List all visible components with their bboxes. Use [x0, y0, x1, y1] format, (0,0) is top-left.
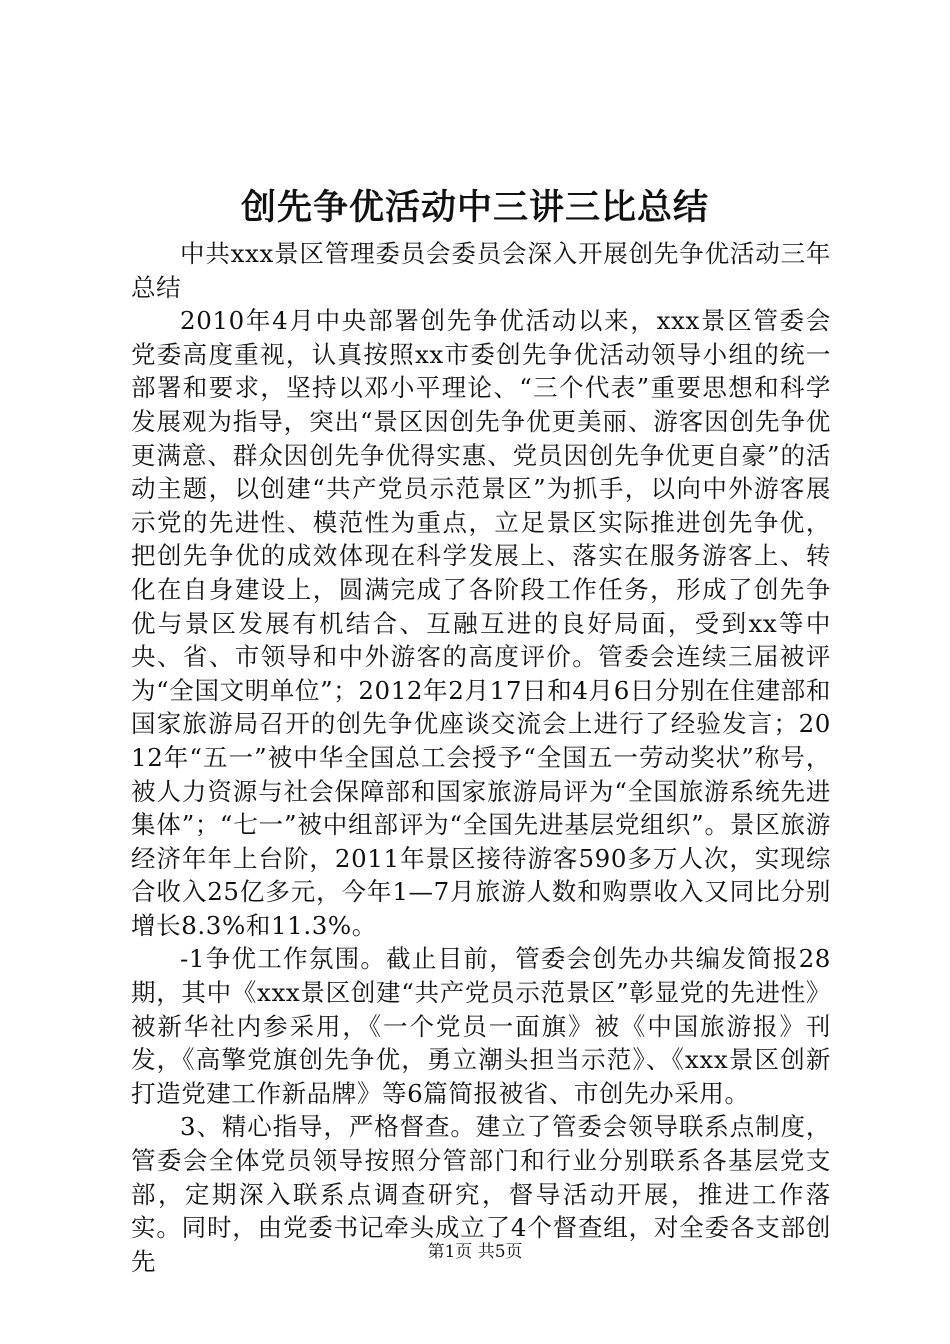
document-body — [131, 237, 831, 1278]
document-title: 创先争优活动中三讲三比总结 — [240, 187, 709, 228]
paragraph-atmosphere: -1争优工作氛围。截止目前，管委会创先办共编发简报28期，其中《xxx景区创建“共产党员示范景区”彰显党的先进性》被新华社内参采用，《一个党员一面旗》被《中国旅游报》刊发，《高擎党旗创先争优，勇立潮头担当示范》、《xxx景区创新打造党建工作新品牌》等6篇简报被省、市创先办采用。 — [131, 944, 831, 1108]
paragraph-supervision: 3、精心指导，严格督查。建立了管委会领导联系点制度，管委会全体党员领导按照分管部门和行业分别联系各基层党支部，定期深入联系点调查研究，督导活动开展，推进工作落实。同时，由党委书记牵头成立了4个督查组，对全委各支部创先 — [131, 1112, 831, 1276]
page-number-footer: 第1页 共5页 — [427, 1242, 523, 1262]
paragraph-subtitle: 中共xxx景区管理委员会委员会深入开展创先争优活动三年总结 — [131, 239, 831, 302]
paragraph-overview: 2010年4月中央部署创先争优活动以来，xxx景区管委会党委高度重视，认真按照xx市委创先争优活动领导小组的统一部署和要求，坚持以邓小平理论、“三个代表”重要思想和科学发展观为指导，突出“景区因创先争优更美丽、游客因创先争优更满意、群众因创先争优得实惠、党员因创先争优更自豪”的活动主题，以创建“共产党员示范景区”为抓手，以向中外游客展示党的先进性、模范性为重点，立足景区实际推进创先争优，把创先争优的成效体现在科学发展上、落实在服务游客上、转化在自身建设上，圆满完成了各阶段工作任务，形成了创先争优与景区发展有机结合、互融互进的良好局面，受到xx等中央、省、市领导和中外游客的高度评价。管委会连续三届被评为“全国文明单位”；2012年2月17日和4月6日分别在住建部和国家旅游局召开的创先争优座谈交流会上进行了经验发言；2012年“五一”被中华全国总工会授予“全国五一劳动奖状”称号，被人力资源与社会保障部和国家旅游局评为“全国旅游系统先进集体”；“七一”被中组部评为“全国先进基层党组织”。景区旅游经济年年上台阶，2011年景区接待游客590多万人次，实现综合收入25亿多元，今年1—7月旅游人数和购票收入又同比分别增长8.3%和11.3%。 — [131, 306, 831, 940]
